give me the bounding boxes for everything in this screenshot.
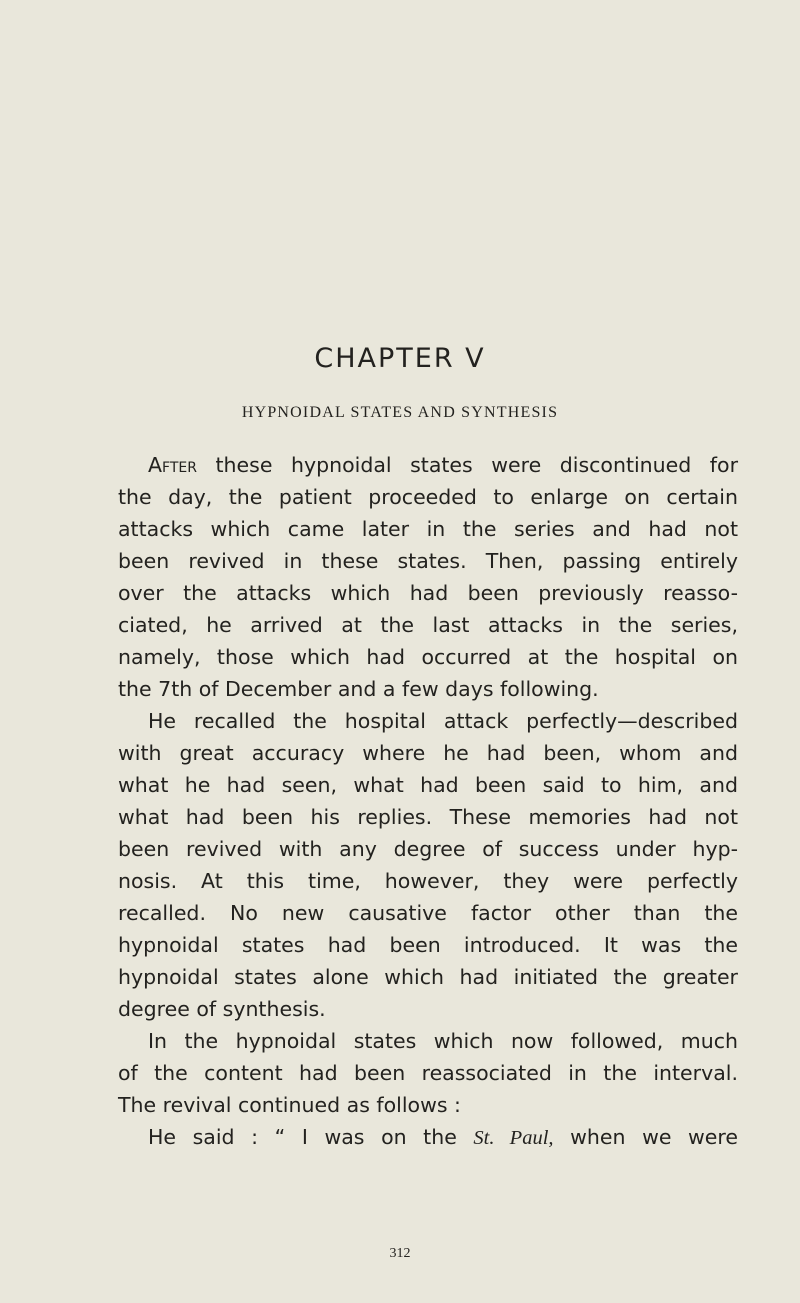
chapter-title: CHAPTER V xyxy=(314,343,486,374)
chapter-subtitle: HYPNOIDAL STATES AND SYNTHESIS xyxy=(241,404,559,421)
body-text xyxy=(118,449,738,1154)
text-line: In the hypnoidal states which now followed, much xyxy=(148,1029,738,1053)
text-line: hypnoidal states had been introduced. It was the xyxy=(118,933,738,957)
text-line: the day, the patient proceeded to enlarge on certain xyxy=(118,485,738,509)
text-line: degree of synthesis. xyxy=(118,997,326,1021)
text-line-content: He said : “ I was on the xyxy=(148,1125,474,1149)
text-line: attacks which came later in the series and had not xyxy=(118,517,738,541)
text-line xyxy=(118,1121,738,1154)
page-number: 312 xyxy=(389,1246,411,1261)
text-line: the 7th of December and a few days following. xyxy=(118,677,599,701)
text-line: The revival continued as follows : xyxy=(118,1093,461,1117)
text-line: what had been his replies. These memories had not xyxy=(118,805,738,829)
text-line xyxy=(118,449,738,481)
text-line: nosis. At this time, however, they were perfectly xyxy=(118,869,738,893)
text-line: hypnoidal states alone which had initiated the greater xyxy=(118,965,738,989)
text-line: been revived with any degree of success under hyp- xyxy=(118,837,738,861)
text-line-content: when we were xyxy=(553,1125,738,1149)
text-line-content: these hypnoidal states were discontinued for xyxy=(196,453,738,477)
text-line: of the content had been reassociated in the interval. xyxy=(118,1061,738,1085)
ship-name: St. Paul, xyxy=(473,1127,554,1149)
drop-word: After xyxy=(148,453,197,477)
text-line: ciated, he arrived at the last attacks in the series, xyxy=(118,613,738,637)
text-line: with great accuracy where he had been, whom and xyxy=(118,741,738,765)
text-line: over the attacks which had been previously reasso- xyxy=(118,581,738,605)
text-line: recalled. No new causative factor other than the xyxy=(118,901,738,925)
text-line: namely, those which had occurred at the hospital on xyxy=(118,645,738,669)
text-line: He recalled the hospital attack perfectly—described xyxy=(148,709,738,733)
text-line: been revived in these states. Then, passing entirely xyxy=(118,549,738,573)
text-line: what he had seen, what had been said to him, and xyxy=(118,773,738,797)
